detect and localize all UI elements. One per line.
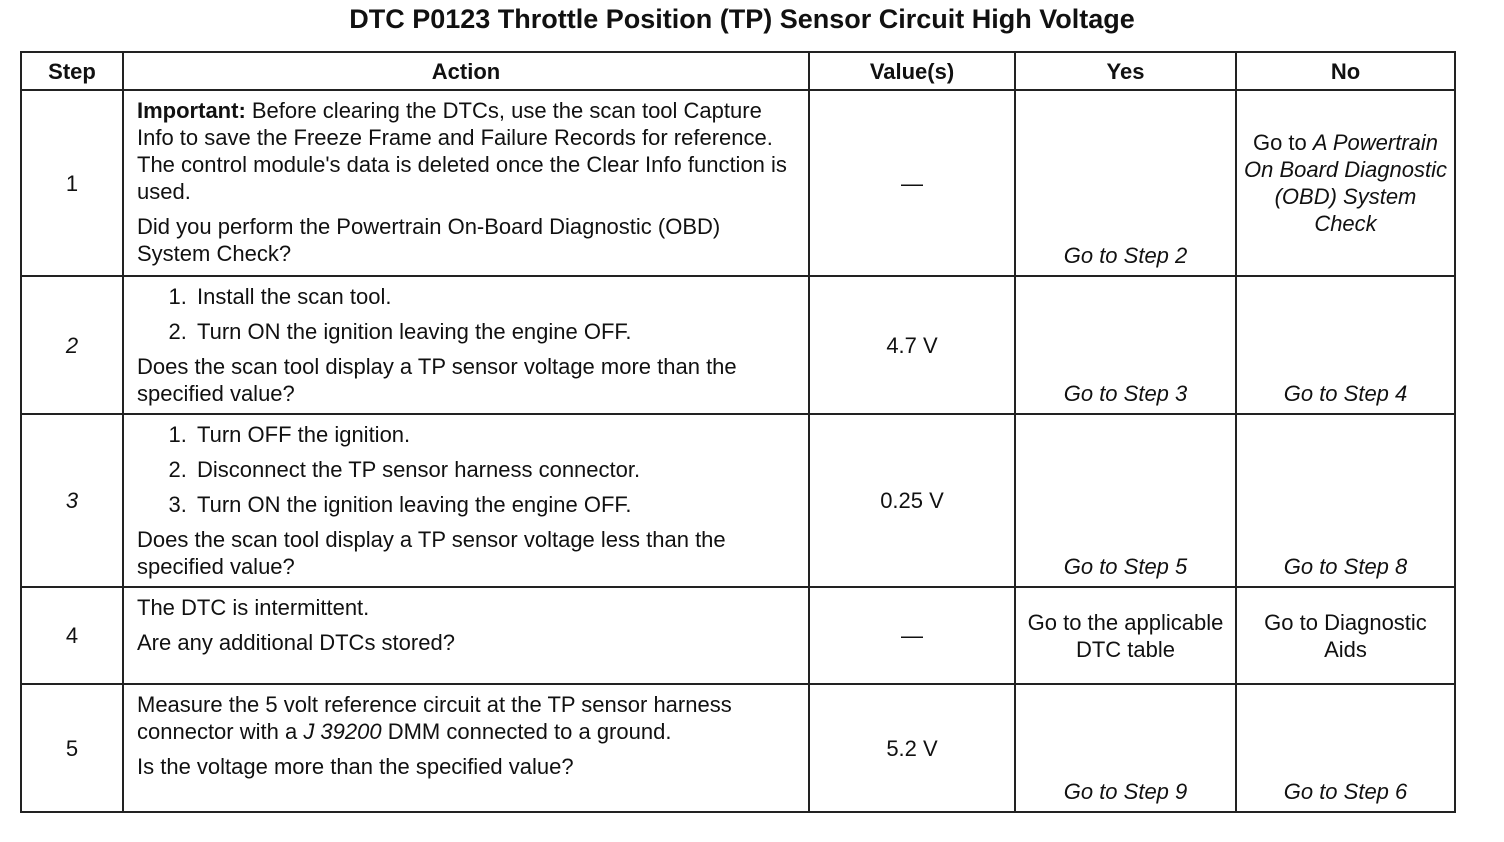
important-note [137,97,796,205]
value-cell: 0.25 V [809,414,1015,587]
no-cell: Go to Step 8 [1236,414,1455,587]
action-steps [137,421,796,518]
header-action: Action [123,52,809,90]
action-steps [137,283,796,345]
page-title: DTC P0123 Throttle Position (TP) Sensor Circuit High Voltage [349,4,1135,34]
no-cell: Go to Diagnostic Aids [1236,587,1455,684]
table-row [21,90,1455,276]
yes-cell: Go to Step 2 [1015,90,1236,276]
header-yes: Yes [1015,52,1236,90]
step-number: 1 [21,90,123,276]
step-number: 3 [21,414,123,587]
action-question: Does the scan tool display a TP sensor voltage less than the specified value? [137,527,726,579]
action-cell [123,276,809,414]
yes-cell: Go to the applicable DTC table [1015,587,1236,684]
action-text: The DTC is intermittent. [137,595,370,620]
table-row [21,684,1455,812]
action-step: 1. Install the scan tool. [193,283,796,310]
important-text: Before clearing the DTCs, use the scan tool Capture Info to save the Freeze Frame and Failure Records for reference. The control module's data is deleted once the Clear Info function is used. [137,98,787,204]
value-cell: — [809,90,1015,276]
action-step: 2. Disconnect the TP sensor harness connector. [193,456,796,483]
action-text-b: DMM connected to a ground. [381,719,672,744]
action-step: 2. Turn ON the ignition leaving the engine OFF. [193,318,796,345]
no-italic-link: A Powertrain On Board Diagnostic (OBD) System Check [1244,130,1447,236]
action-question: Is the voltage more than the specified value? [137,754,574,779]
header-step: Step [21,52,123,90]
action-question: Are any additional DTCs stored? [137,630,455,655]
action-question: Does the scan tool display a TP sensor voltage more than the specified value? [137,354,737,406]
value-cell: — [809,587,1015,684]
no-cell [1236,90,1455,276]
header-values: Value(s) [809,52,1015,90]
step-number: 2 [21,276,123,414]
action-text-a: Measure the 5 volt reference circuit at the TP sensor harness connector with a [137,692,732,744]
tool-name: J 39200 [303,719,382,744]
step-number: 5 [21,684,123,812]
action-cell [123,587,809,684]
value-cell: 4.7 V [809,276,1015,414]
table-row [21,276,1455,414]
yes-cell: Go to Step 9 [1015,684,1236,812]
no-cell: Go to Step 6 [1236,684,1455,812]
no-prefix: Go to [1252,130,1313,155]
action-text [137,691,796,745]
diagnostic-table [20,51,1456,813]
header-row [21,52,1455,90]
action-cell [123,414,809,587]
yes-cell: Go to Step 3 [1015,276,1236,414]
yes-cell: Go to Step 5 [1015,414,1236,587]
action-question: Did you perform the Powertrain On-Board Diagnostic (OBD) System Check? [137,214,721,266]
no-cell: Go to Step 4 [1236,276,1455,414]
table-row [21,414,1455,587]
important-label: Important: [137,98,246,123]
value-cell: 5.2 V [809,684,1015,812]
header-no: No [1236,52,1455,90]
action-step: 1. Turn OFF the ignition. [193,421,796,448]
table-row [21,587,1455,684]
action-cell [123,90,809,276]
action-cell [123,684,809,812]
action-step: 3. Turn ON the ignition leaving the engine OFF. [193,491,796,518]
step-number: 4 [21,587,123,684]
